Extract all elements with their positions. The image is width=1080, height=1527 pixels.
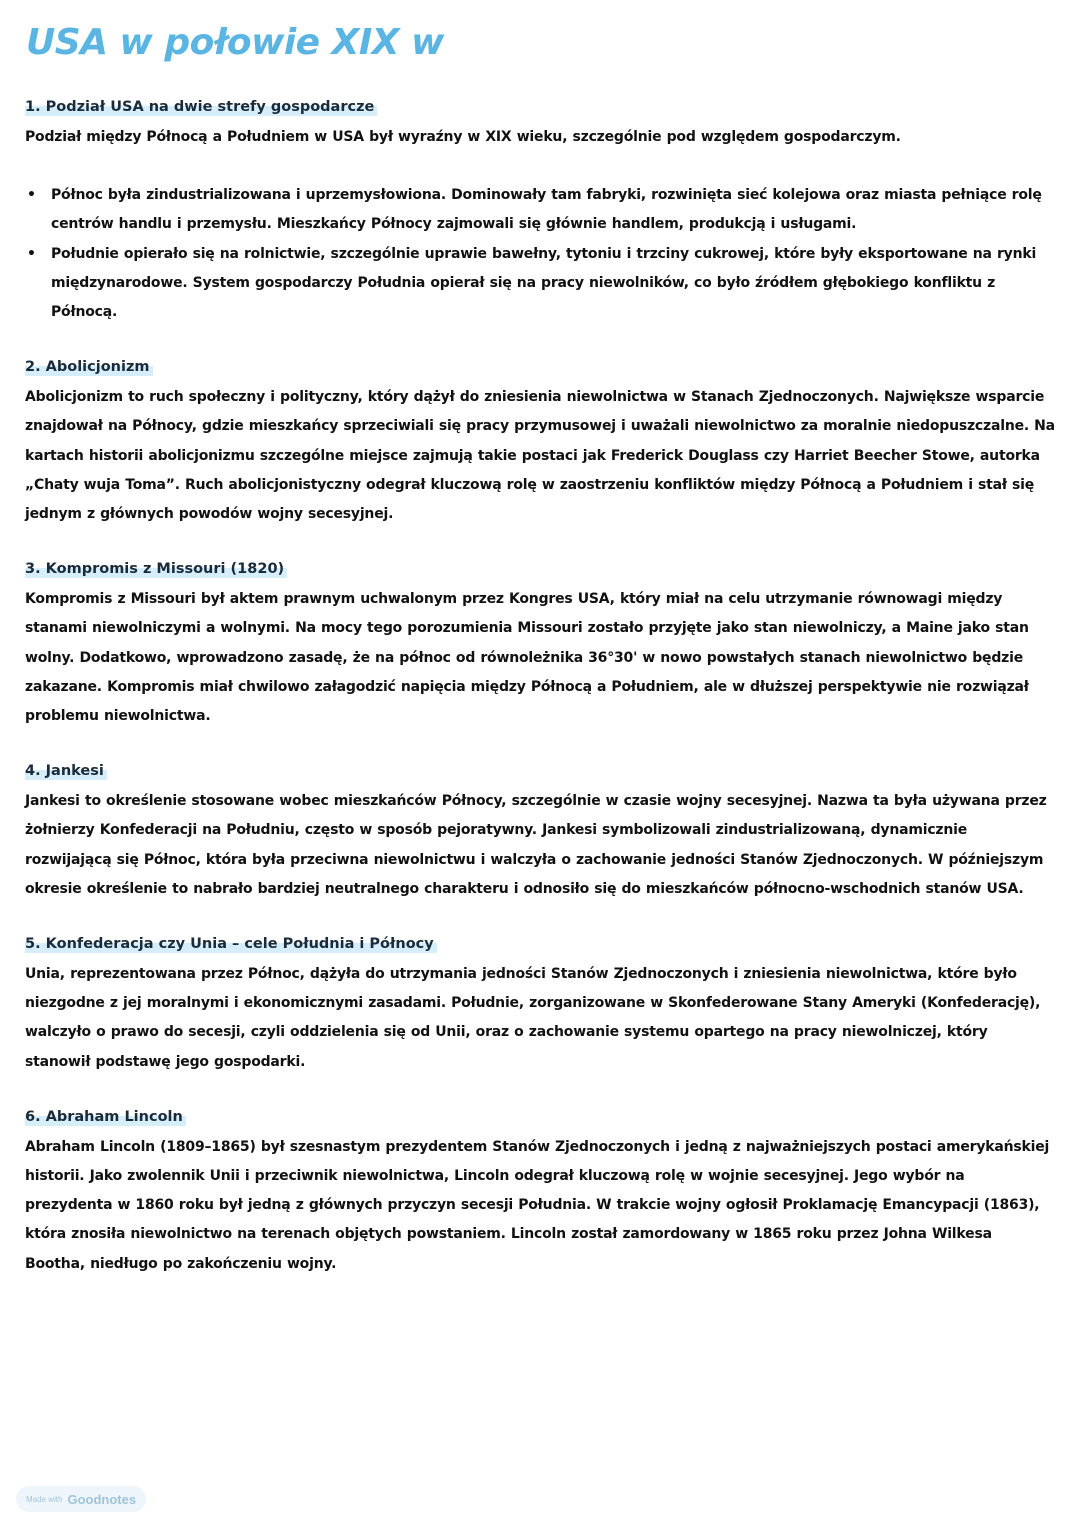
bullet-icon: • [27, 187, 36, 204]
notes-content [25, 96, 1055, 1308]
made-with-goodnotes-badge [16, 1486, 146, 1512]
section-confederacy-union [25, 933, 1055, 1077]
section-yankees [25, 760, 1055, 904]
section-paragraph: Abraham Lincoln (1809–1865) był szesnastym prezydentem Stanów Zjednoczonych i jedną z najważniejszych postaci amerykańskiej historii. Jako zwolennik Unii i przeciwnik niewolnictwa, Lincoln odegrał kluczową rolę w wojnie secesyjnej. Jego wybór na prezydenta w 1860 roku był jedną z głównych przyczyn secesji Południa. W trakcie wojny ogłosił Proklamację Emancypacji (1863), która znosiła niewolnictwo na terenach objętych powstaniem. Lincoln został zamordowany w 1865 roku przez Johna Wilkesa Bootha, niedługo po zakończeniu wojny. [25, 1138, 1050, 1272]
section-heading: 4. Jankesi [25, 760, 107, 782]
section-paragraph: Abolicjonizm to ruch społeczny i polityczny, który dążył do zniesienia niewolnictwa w Stanach Zjednoczonych. Największe wsparcie znajdował na Północy, gdzie mieszkańcy sprzeciwiali się pracy przymusowej i uważali niewolnictwo za moralnie niedopuszczalne. Na kartach historii abolicjonizmu szczególne miejsce zajmują takie postaci jak Frederick Douglass czy Harriet Beecher Stowe, autorka „Chaty wuja Toma”. Ruch abolicjonistyczny odegrał kluczową rolę w zaostrzeniu konfliktów między Północą a Południem i stał się jednym z głównych powodów wojny secesyjnej. [25, 389, 1055, 523]
section-paragraph: Kompromis z Missouri był aktem prawnym uchwalonym przez Kongres USA, który miał na celu utrzymanie równowagi między stanami niewolniczymi a wolnymi. Na mocy tego porozumienia Missouri zostało przyjęte jako stan niewolniczy, a Maine jako stan wolny. Dodatkowo, wprowadzono zasadę, że na północ od równoleżnika 36°30' w nowo powstałych stanach niewolnictwo będzie zakazane. Kompromis miał chwilowo załagodzić napięcia między Północą a Południem, ale w dłuższej perspektywie nie rozwiązał problemu niewolnictwa. [25, 591, 1029, 725]
list-item [25, 181, 1055, 239]
section-economic-zones [25, 96, 1055, 327]
section-heading: 1. Podział USA na dwie strefy gospodarcze [25, 96, 377, 118]
goodnotes-logo: Goodnotes [67, 1491, 137, 1507]
list-item-text: Południe opierało się na rolnictwie, szczególnie uprawie bawełny, tytoniu i trzciny cukrowej, które były eksportowane na rynki międzynarodowe. System gospodarczy Południa opierał się na pracy niewolników, co było źródłem głębokiego konfliktu z Północą. [51, 245, 1037, 321]
section-heading: 5. Konfederacja czy Unia – cele Południa i Północy [25, 933, 437, 955]
bullet-list [25, 181, 1055, 327]
section-abolitionism [25, 356, 1055, 529]
section-paragraph: Unia, reprezentowana przez Północ, dążyła do utrzymania jedności Stanów Zjednoczonych i zniesienia niewolnictwa, które było niezgodne z jej moralnymi i ekonomicznymi zasadami. Południe, zorganizowane w Skonfederowane Stany Ameryki (Konfederację), walczyło o prawo do secesji, czyli oddzielenia się od Unii, oraz o zachowanie systemu opartego na pracy niewolniczej, który stanowił podstawę jego gospodarki. [25, 966, 1041, 1070]
section-heading: 6. Abraham Lincoln [25, 1106, 186, 1128]
section-missouri-compromise [25, 558, 1055, 731]
section-paragraph: Podział między Północą a Południem w USA był wyraźny w XIX wieku, szczególnie pod względem gospodarczym. [25, 129, 901, 145]
bullet-icon: • [27, 245, 36, 262]
section-heading: 3. Kompromis z Missouri (1820) [25, 558, 287, 580]
section-paragraph: Jankesi to określenie stosowane wobec mieszkańców Północy, szczególnie w czasie wojny secesyjnej. Nazwa ta była używana przez żołnierzy Konfederacji na Południu, często w sposób pejoratywny. Jankesi symbolizowali zindustrializowaną, dynamicznie rozwijającą się Północ, która była przeciwna niewolnictwu i walczyła o zachowanie jedności Stanów Zjednoczonych. W późniejszym okresie określenie to nabrało bardziej neutralnego charakteru i odnosiło się do mieszkańców północno-wschodnich stanów USA. [25, 793, 1047, 897]
section-heading: 2. Abolicjonizm [25, 356, 153, 378]
list-item-text: Północ była zindustrializowana i uprzemysłowiona. Dominowały tam fabryki, rozwinięta sieć kolejowa oraz miasta pełniące rolę centrów handlu i przemysłu. Mieszkańcy Północy zajmowali się głównie handlem, produkcją i usługami. [51, 187, 1042, 233]
page-title: USA w połowie XIX w [26, 22, 444, 63]
list-item [25, 240, 1055, 328]
made-with-label: Made with [26, 1494, 63, 1504]
section-lincoln [25, 1106, 1055, 1279]
